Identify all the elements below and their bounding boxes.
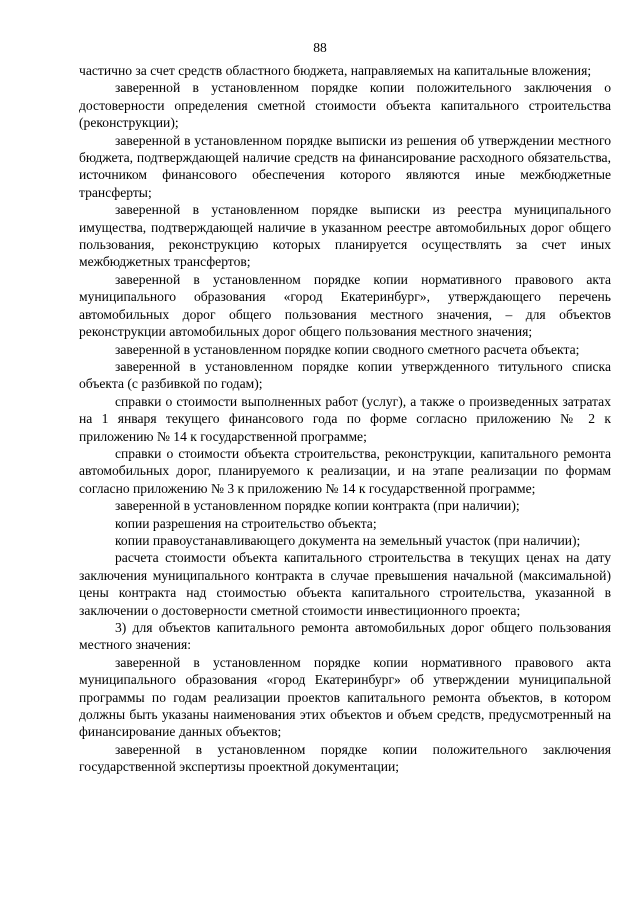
- paragraph: заверенной в установленном порядке копии положительного заключения о достоверности определения сметной стоимости объекта капитального строительства (реконструкции);: [79, 80, 611, 131]
- paragraph: заверенной в установленном порядке копии контракта (при наличии);: [115, 498, 520, 514]
- paragraph: заверенной в установленном порядке копии утвержденного титульного списка объекта (с разбивкой по годам);: [79, 358, 611, 392]
- paragraph: заверенной в установленном порядке копии положительного заключения государственной экспертизы проектной документации;: [79, 741, 611, 775]
- paragraph: справки о стоимости выполненных работ (услуг), а также о произведенных затратах на 1 января текущего финансового года по форме согласно приложению № 2 к приложению № 14 к государственной программе;: [79, 393, 611, 444]
- paragraph: 3) для объектов капитального ремонта автомобильных дорог общего пользования местного значения:: [79, 620, 611, 653]
- paragraph: заверенной в установленном порядке копии нормативного правового акта муниципального образования «город Екатеринбург», утверждающего перечень автомобильных дорог общего пользования местного значения, – для объектов реконструкции автомобильных дорог общего пользования местного значения;: [79, 271, 611, 340]
- paragraph: копии правоустанавливающего документа на земельный участок (при наличии);: [115, 532, 581, 548]
- paragraph: расчета стоимости объекта капитального строительства в текущих ценах на дату заключения муниципального контракта в случае превышения начальной (максимальной) цены контракта над стоимостью объекта капитального строительства, указанной в заключении о достоверности сметной стоимости инвестиционного проекта;: [79, 550, 611, 618]
- paragraph: заверенной в установленном порядке копии сводного сметного расчета объекта;: [115, 341, 580, 357]
- paragraph: частично за счет средств областного бюджета, направляемых на капитальные вложения;: [79, 63, 592, 78]
- paragraph: заверенной в установленном порядке выписки из решения об утверждении местного бюджета, подтверждающей наличие средств на финансирование расходного обязательства, источником финансового обеспечения которого являются иные межбюджетные трансферты;: [79, 132, 611, 200]
- document-body: [79, 62, 611, 776]
- paragraph: копии разрешения на строительство объекта;: [115, 515, 377, 531]
- page-number: 88: [313, 40, 327, 55]
- paragraph: справки о стоимости объекта строительства, реконструкции, капитального ремонта автомобильных дорог, планируемого к реализации, и на этапе реализации по формам согласно приложению № 3 к приложению № 14 к государственной программе;: [79, 445, 611, 496]
- paragraph: заверенной в установленном порядке выписки из реестра муниципального имущества, подтверждающей наличие в указанном реестре автомобильных дорог общего пользования, реконструкцию которых планируется осуществлять за счет иных межбюджетных трансфертов;: [79, 202, 611, 270]
- paragraph: заверенной в установленном порядке копии нормативного правового акта муниципального образования «город Екатеринбург» об утверждении муниципальной программы по годам реализации проектов капитального ремонта объектов, в котором должны быть указаны наименования этих объектов и объем средств, предусмотренный на финансирование данных объектов;: [79, 654, 611, 740]
